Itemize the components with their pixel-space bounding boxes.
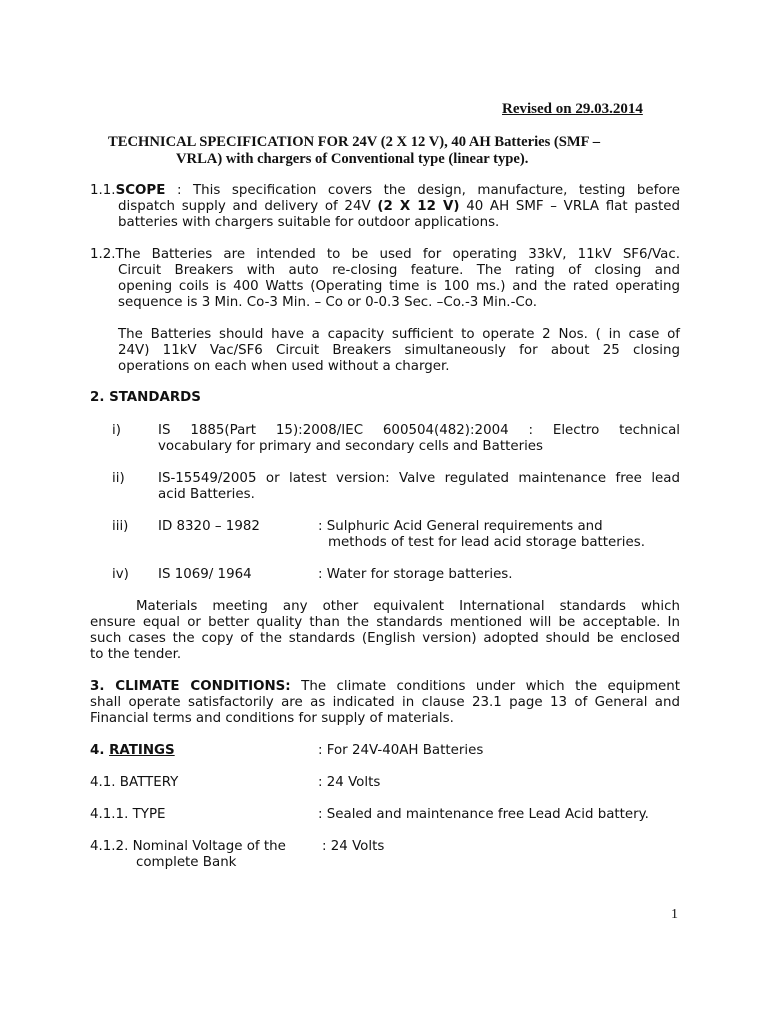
document-title-line1: TECHNICAL SPECIFICATION FOR 24V (2 X 12 V), 40 AH Batteries (SMF –	[108, 134, 601, 150]
standard-item-4-number: iv)	[112, 567, 129, 582]
rating-battery-value: : 24 Volts	[318, 775, 381, 790]
standard-item-3-desc-line1: : Sulphuric Acid General requirements and	[318, 519, 603, 534]
standard-item-2: IS-15549/2005 or latest version: Valve regulated maintenance free lead acid Batteries.	[158, 471, 680, 502]
revised-date: Revised on 29.03.2014	[502, 101, 643, 117]
standards-heading: 2. STANDARDS	[90, 390, 201, 405]
scope-section	[90, 183, 680, 231]
rating-voltage-label: 4.1.2. Nominal Voltage of the	[90, 839, 286, 854]
materials-paragraph: Materials meeting any other equivalent International standards which ensure equal or better quality than the standards mentioned will be acceptable. In such cases the copy of the standards (English version) adopted should be enclosed to the tender.	[90, 599, 680, 662]
document-title-line2: VRLA) with chargers of Conventional type (linear type).	[176, 151, 529, 167]
climate-heading: 3. CLIMATE CONDITIONS:	[90, 679, 291, 694]
standard-item-4-code: IS 1069/ 1964	[158, 567, 252, 582]
ratings-heading: 4. RATINGS	[90, 743, 175, 758]
standard-item-4-desc: : Water for storage batteries.	[318, 567, 513, 582]
scope-line3: batteries with chargers suitable for outdoor applications.	[118, 215, 500, 230]
rating-battery-label: 4.1. BATTERY	[90, 775, 179, 790]
standard-item-3-desc-line2: methods of test for lead acid storage batteries.	[328, 535, 645, 550]
page-number: 1	[671, 907, 678, 922]
scope-line1: 1.1.SCOPE : This specification covers the design, manufacture, testing before	[90, 183, 680, 198]
rating-voltage-label-line2: complete Bank	[136, 855, 237, 870]
standard-item-3-number: iii)	[112, 519, 129, 534]
rating-type-label: 4.1.1. TYPE	[90, 807, 166, 822]
standard-item-1-number: i)	[112, 423, 121, 438]
section-1-2: 1.2.The Batteries are intended to be used for operating 33kV, 11kV SF6/Vac. Circuit Breakers with auto re-closing feature. The rating of closing and opening coils is 400 Watts (Operating time is 100 ms.) and the rated operating sequence is 3 Min. Co-3 Min. – Co or 0-0.3 Sec. –Co.-3 Min.-Co.	[90, 247, 680, 310]
rating-voltage-value: : 24 Volts	[322, 839, 385, 854]
standard-item-3-code: ID 8320 – 1982	[158, 519, 260, 534]
standard-item-1: IS 1885(Part 15):2008/IEC 600504(482):2004 : Electro technical vocabulary for primary and secondary cells and Batteries	[158, 423, 680, 454]
capacity-paragraph: The Batteries should have a capacity sufficient to operate 2 Nos. ( in case of 24V) 11kV Vac/SF6 Circuit Breakers simultaneously for about 25 closing operations on each when used without a charger.	[118, 327, 680, 374]
standard-item-2-number: ii)	[112, 471, 125, 486]
climate-section: 3. CLIMATE CONDITIONS: The climate conditions under which the equipment shall operate satisfactorily are as indicated in clause 23.1 page 13 of General and Financial terms and conditions for supply of materials.	[90, 679, 680, 726]
scope-number: 1.1.	[90, 183, 116, 198]
scope-heading: SCOPE	[115, 183, 166, 198]
ratings-heading-value: : For 24V-40AH Batteries	[318, 743, 484, 758]
rating-type-value: : Sealed and maintenance free Lead Acid battery.	[318, 807, 649, 822]
scope-line2: dispatch supply and delivery of 24V (2 X 12 V) 40 AH SMF – VRLA flat pasted	[118, 199, 680, 214]
